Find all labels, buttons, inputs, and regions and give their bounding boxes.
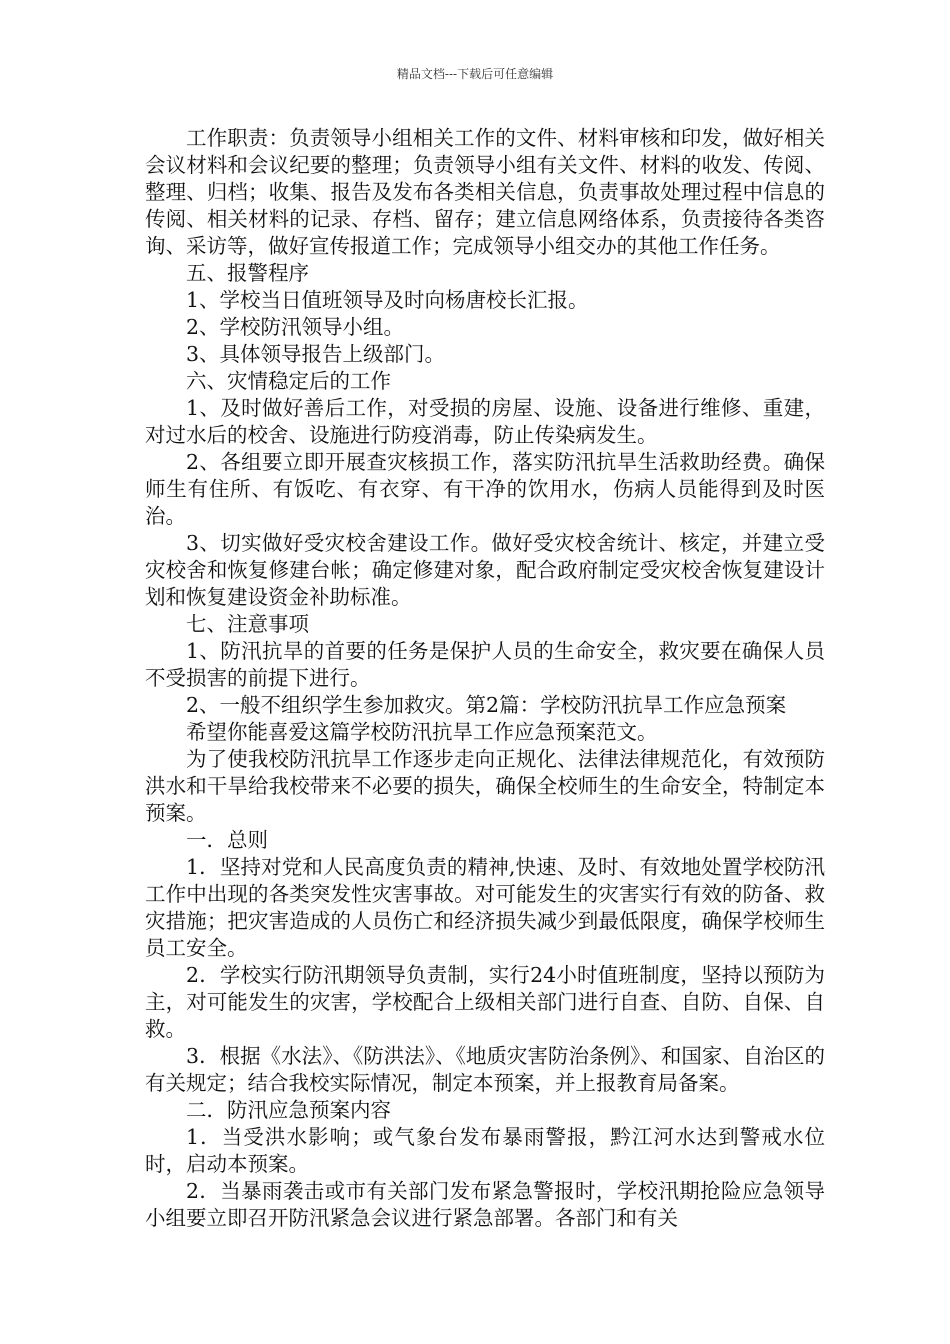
paragraph-duties: 工作职责：负责领导小组相关工作的文件、材料审核和印发，做好相关会议材料和会议纪要的整理；负责领导小组有关文件、材料的收发、传阅、整理、归档；收集、报告及发布各类相关信息，负责事故处理过程中信息的传阅、相关材料的记录、存档、留存；建立信息网络体系，负责接待各类咨询、采访等，做好宣传报道工作；完成领导小组交办的其他工作任务。 [145, 126, 825, 258]
paragraph-notes-2: 2、一般不组织学生参加救灾。第2篇：学校防汛抗旱工作应急预案 [186, 693, 787, 717]
heading-plan-content: 二．防汛应急预案内容 [186, 1098, 391, 1122]
paragraph-intro: 希望你能喜爱这篇学校防汛抗旱工作应急预案范文。 [186, 720, 658, 744]
paragraph-notes-1: 1、防汛抗旱的首要的任务是保护人员的生命安全，救灾要在确保人员不受损害的前提下进行。 [145, 639, 825, 690]
paragraph-post-2: 2、各组要立即开展查灾核损工作，落实防汛抗旱生活救助经费。确保师生有住所、有饭吃、有衣穿、有干净的饮用水，伤病人员能得到及时医治。 [145, 450, 825, 528]
paragraph-plan-2: 2．当暴雨袭击或市有关部门发布紧急警报时，学校汛期抢险应急领导小组要立即召开防汛紧急会议进行紧急部署。各部门和有关 [145, 1179, 825, 1230]
paragraph-general-2: 2．学校实行防汛期领导负责制，实行24小时值班制度，坚持以预防为主，对可能发生的灾害，学校配合上级相关部门进行自查、自防、自保、自救。 [145, 963, 825, 1041]
paragraph-general-3: 3．根据《水法》、《防洪法》、《地质灾害防治条例》、和国家、自治区的有关规定；结合我校实际情况，制定本预案，并上报教育局备案。 [145, 1044, 825, 1095]
paragraph-general-1: 1．坚持对党和人民高度负责的精神,快速、及时、有效地处置学校防汛工作中出现的各类突发性灾害事故。对可能发生的灾害实行有效的防备、救灾措施；把灾害造成的人员伤亡和经济损失减少到最低限度，确保学校师生员工安全。 [145, 855, 825, 960]
paragraph-plan-1: 1．当受洪水影响；或气象台发布暴雨警报，黔江河水达到警戒水位时，启动本预案。 [145, 1125, 825, 1176]
paragraph-purpose: 为了使我校防汛抗旱工作逐步走向正规化、法律法律规范化，有效预防洪水和干旱给我校带来不必要的损失，确保全校师生的生命安全，特制定本预案。 [145, 747, 825, 825]
page-header: 精品文档---下载后可任意编辑 [396, 67, 554, 81]
heading-post-disaster: 六、灾情稳定后的工作 [186, 369, 391, 393]
paragraph-alarm-3: 3、具体领导报告上级部门。 [186, 342, 446, 366]
document-body [145, 125, 825, 1232]
heading-notes: 七、注意事项 [186, 612, 309, 636]
heading-general: 一．总则 [186, 828, 268, 852]
paragraph-post-3: 3、切实做好受灾校舍建设工作。做好受灾校舍统计、核定，并建立受灾校舍和恢复修建台帐；确定修建对象，配合政府制定受灾校舍恢复建设计划和恢复建设资金补助标准。 [145, 531, 825, 609]
paragraph-alarm-2: 2、学校防汛领导小组。 [186, 315, 405, 339]
paragraph-alarm-1: 1、学校当日值班领导及时向杨唐校长汇报。 [186, 288, 589, 312]
paragraph-post-1: 1、及时做好善后工作，对受损的房屋、设施、设备进行维修、重建，对过水后的校舍、设施进行防疫消毒，防止传染病发生。 [145, 396, 825, 447]
heading-alarm-procedure: 五、报警程序 [186, 261, 309, 285]
